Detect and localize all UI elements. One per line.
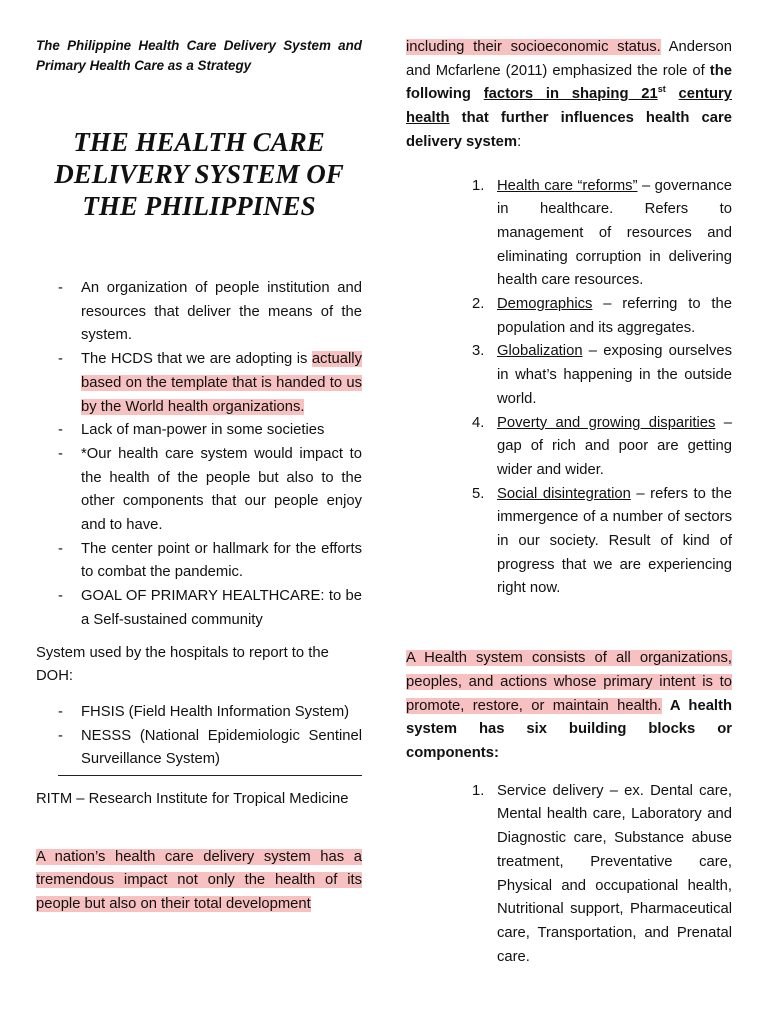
factor-term: Poverty and growing disparities (497, 414, 716, 431)
factor-term: Globalization (497, 343, 583, 360)
factor-term: Demographics (497, 296, 593, 313)
list-item: 1. Service delivery – ex. Dental care, Mental health care, Laboratory and Diagnostic care, Substance abuse treatment, Preventative care, Physical and occupational health, Nutritional support, Pharmaceutical care, Transportation, and Prenatal care. (406, 780, 732, 970)
list-item: - An organization of people institution and resources that deliver the means of the system. (36, 277, 362, 348)
list-number: 3. (472, 343, 485, 360)
dash-marker: - (58, 540, 63, 557)
right-column (406, 36, 732, 969)
left-column (36, 36, 362, 917)
continuation-paragraph: including their socioeconomic status. Anderson and Mcfarlene (2011) emphasized the role of the following factors in shaping 21st century health that further influences health care delivery system: (406, 39, 732, 150)
divider (58, 775, 362, 776)
highlighted-text: including their socioeconomic status. (406, 39, 661, 55)
factor-term: Health care “reforms” (497, 177, 638, 194)
dash-marker: - (58, 727, 63, 744)
title-line: THE PHILIPPINES (82, 191, 316, 221)
list-item: 3. Globalization – exposing ourselves in what’s happening in the outside world. (406, 340, 732, 411)
list-number: 4. (472, 414, 485, 431)
title-line: DELIVERY SYSTEM OF (54, 159, 344, 189)
highlighted-text: actually based on the template that is handed to us by the World health organizations. (81, 351, 362, 415)
nation-paragraph (36, 846, 362, 917)
highlighted-text: A nation’s health care delivery system has a tremendous impact not only the health of its people but also on their total development (36, 848, 362, 913)
dash-marker: - (58, 280, 63, 296)
definition-list (36, 277, 362, 633)
list-item: - NESSS (National Epidemiologic Sentinel Surveillance System) (36, 725, 362, 772)
list-number: 5. (472, 485, 485, 502)
list-item: - Lack of man-power in some societies (36, 419, 362, 443)
title-line: THE HEALTH CARE (73, 127, 325, 157)
dash-marker: - (58, 351, 63, 368)
list-number: 2. (472, 296, 485, 313)
page-title (36, 126, 362, 222)
highlighted-text: A Health system consists of all organizations, peoples, and actions whose primary intent is to promote, restore, or maintain health. (406, 650, 732, 714)
health-system-paragraph: A Health system consists of all organizations, peoples, and actions whose primary intent is to promote, restore, or maintain health. A health system has six building blocks or components: (406, 650, 732, 761)
list-item: - GOAL OF PRIMARY HEALTHCARE: to be a Self-sustained community (36, 585, 362, 632)
list-item: - FHSIS (Field Health Information System) (36, 701, 362, 725)
dash-marker: - (58, 588, 63, 605)
factor-term: Social disintegration (497, 485, 631, 502)
factors-list (406, 175, 732, 602)
dash-marker: - (58, 445, 63, 462)
list-item: - The HCDS that we are adopting is actually based on the template that is handed to us by the World health organizations. (36, 348, 362, 419)
dash-marker: - (58, 422, 63, 439)
list-item: 5. Social disintegration – refers to the immergence of a number of sectors in our society. Result of kind of progress that we are experiencing right now. (406, 483, 732, 602)
system-intro: System used by the hospitals to report to the DOH: (36, 644, 329, 685)
building-blocks-list (406, 780, 732, 970)
list-item: 1. Health care “reforms” – governance in healthcare. Refers to management of resources and eliminating corruption in delivering health care resources. (406, 175, 732, 294)
list-number: 1. (472, 177, 485, 194)
list-item: - The center point or hallmark for the efforts to combat the pandemic. (36, 538, 362, 585)
ritm-definition: RITM – Research Institute for Tropical Medicine (36, 791, 349, 808)
list-item: 4. Poverty and growing disparities – gap of rich and poor are getting wider and wider. (406, 412, 732, 483)
list-item: 2. Demographics – referring to the population and its aggregates. (406, 293, 732, 340)
reporting-systems-list (36, 701, 362, 772)
list-number: 1. (472, 782, 485, 799)
dash-marker: - (58, 703, 63, 720)
document-header: The Philippine Health Care Delivery System and Primary Health Care as a Strategy (36, 38, 362, 73)
list-item: - *Our health care system would impact to the health of the people but also to the other components that our people enjoy and to have. (36, 443, 362, 538)
